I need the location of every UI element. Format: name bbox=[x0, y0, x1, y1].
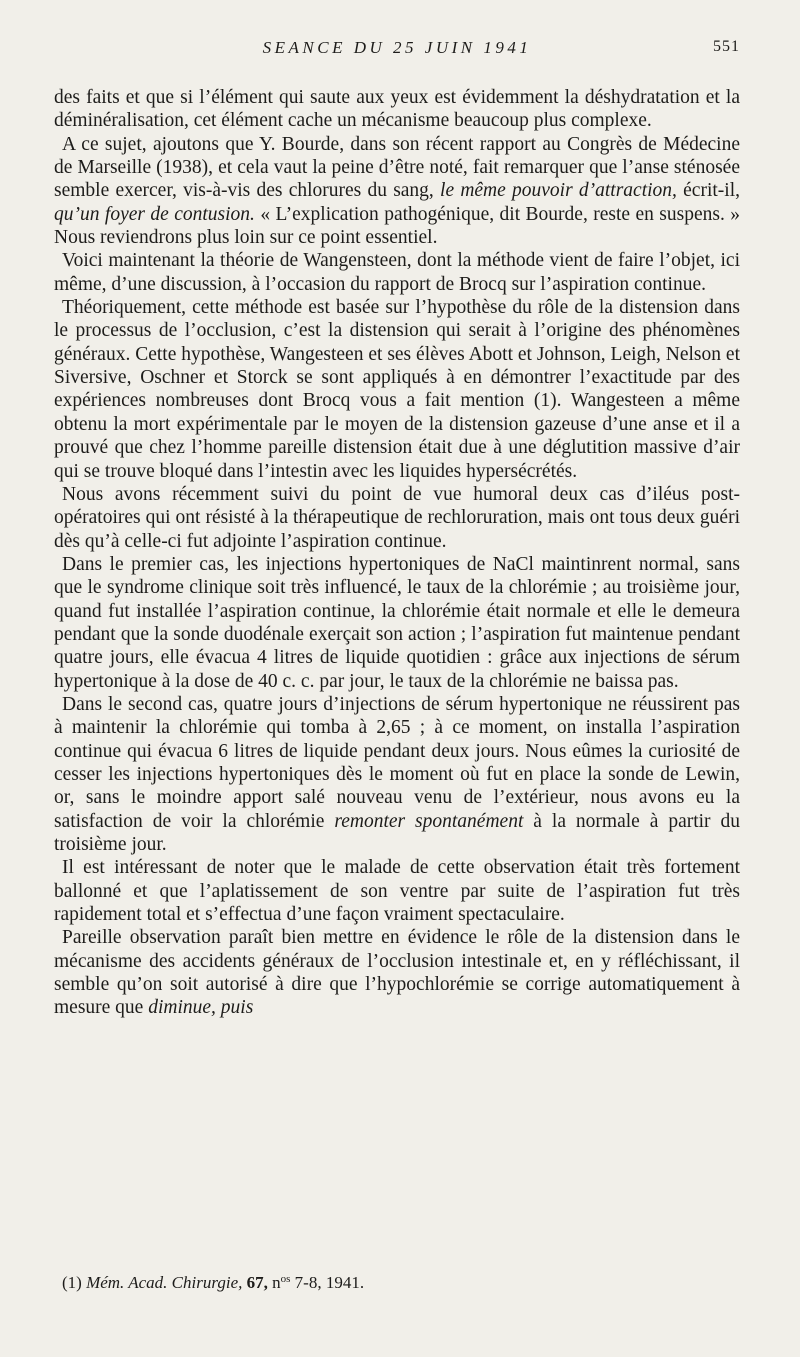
paragraph bbox=[54, 856, 740, 926]
text-run: Dans le second cas, quatre jours d’injections de sérum hypertonique ne réussirent pas à maintenir la chlorémie qui tomba à 2,65 ; à ce moment, on installa l’aspiration continue qui évacua 6 litres de liquide pendant deux jours. Nous eûmes la curiosité de cesser les injections hypertoniques dès le moment où fut en place la sonde de Lewin, or, sans le moindre apport salé nouveau venu de l’extérieur, nous avons eu la satisfaction de voir la chlorémie bbox=[54, 693, 740, 832]
footnote-numero: n bbox=[272, 1273, 281, 1292]
footnote-volume: 67, bbox=[246, 1273, 268, 1292]
text-run: A ce sujet, ajoutons que Y. Bourde, dans son récent rapport au Congrès de Médecine de Marseille (1938), et cela vaut la peine d’être noté, fait remarquer que l’anse sténosée semble exercer, vis-à-vis des chlorures du sang, bbox=[54, 133, 740, 202]
italic-text: qu’un foyer de contusion. bbox=[54, 203, 255, 225]
italic-text: remonter spontanément bbox=[334, 810, 524, 832]
paragraph bbox=[54, 249, 740, 296]
paragraph bbox=[54, 86, 740, 133]
text-run: à la normale à partir du troisième jour. bbox=[54, 810, 740, 855]
text-run: écrit-il, bbox=[676, 180, 740, 202]
paragraph bbox=[54, 133, 740, 250]
paragraph bbox=[54, 483, 740, 553]
text-run: Voici maintenant la théorie de Wangensteen, dont la méthode vient de faire l’objet, ici même, d’une discussion, à l’occasion du rapport de Brocq sur l’aspiration continue. bbox=[54, 250, 740, 295]
page-number: 551 bbox=[713, 38, 740, 55]
running-header bbox=[54, 38, 740, 62]
text-run: des faits et que si l’élément qui saute aux yeux est évidemment la déshydratation et la déminéralisation, cet élément cache un mécanisme beaucoup plus complexe. bbox=[54, 87, 740, 132]
text-run: Théoriquement, cette méthode est basée sur l’hypothèse du rôle de la distension dans le processus de l’occlusion, c’est la distension qui serait à l’origine des phénomènes généraux. Cette hypothèse, Wangesteen et ses élèves Abott et Johnson, Leigh, Nelson et Siversive, Oschner et Storck se sont appliqués à en démontrer l’exactitude par des expériences nombreuses dont Brocq vous a fait mention (1). Wangesteen a même obtenu la mort expérimentale par le moyen de la distension gazeuse d’une anse et il a prouvé que chez l’homme pareille distension était due à une déglutition massive d’air qui se trouve bloqué dans l’intestin avec les liquides hypersécrétés. bbox=[54, 297, 740, 482]
paragraph bbox=[54, 553, 740, 693]
footnote-numero-sup: os bbox=[280, 1273, 291, 1285]
text-run: Il est intéressant de noter que le malade de cette observation était très fortement ballonné et que l’aplatissement de son ventre par suite de l’aspiration fut très rapidement total et s’effectua d’une façon vraiment spectaculaire. bbox=[54, 857, 740, 926]
text-run: « L’explication pathogénique, dit Bourde, reste en suspens. » Nous reviendrons plus loin sur ce point essentiel. bbox=[54, 203, 741, 249]
footnote-marker: (1) bbox=[62, 1273, 82, 1292]
footnote-rest: 7-8, 1941. bbox=[294, 1273, 365, 1292]
italic-text: diminue, puis bbox=[148, 997, 254, 1019]
body-text bbox=[54, 86, 740, 1020]
paragraph bbox=[54, 693, 740, 856]
text-run: Pareille observation paraît bien mettre en évidence le rôle de la distension dans le mécanisme des accidents généraux de l’occlusion intestinale et, en y réfléchissant, il semble qu’on soit autorisé à dire que l’hypochlorémie se corrige automatiquement à mesure que bbox=[54, 927, 740, 1019]
running-title: SEANCE DU 25 JUIN 1941 bbox=[262, 38, 532, 57]
footnote bbox=[62, 1268, 662, 1294]
footnote-journal: Mém. Acad. Chirurgie, bbox=[86, 1273, 243, 1292]
text-run: Dans le premier cas, les injections hypertoniques de NaCl maintinrent normal, sans que le syndrome clinique soit très influencé, le taux de la chlorémie ; au troisième jour, quand fut installée l’aspiration continue, la chlorémie était normale et elle le demeura pendant que la sonde duodénale exerçait son action ; l’aspiration fut maintenue pendant quatre jours, elle évacua 4 litres de liquide quotidien : grâce aux injections de sérum hypertonique à la dose de 40 c. c. par jour, le taux de la chlorémie ne baissa pas. bbox=[54, 553, 740, 692]
paragraph bbox=[54, 296, 740, 483]
paragraph bbox=[54, 926, 740, 1019]
text-run: Nous avons récemment suivi du point de vue humoral deux cas d’iléus post-opératoires qui ont résisté à la thérapeutique de rechloruration, mais ont tous deux guéri dès qu’à celle-ci fut adjointe l’aspiration continue. bbox=[54, 483, 740, 552]
italic-text: le même pouvoir d’attraction, bbox=[440, 180, 677, 202]
